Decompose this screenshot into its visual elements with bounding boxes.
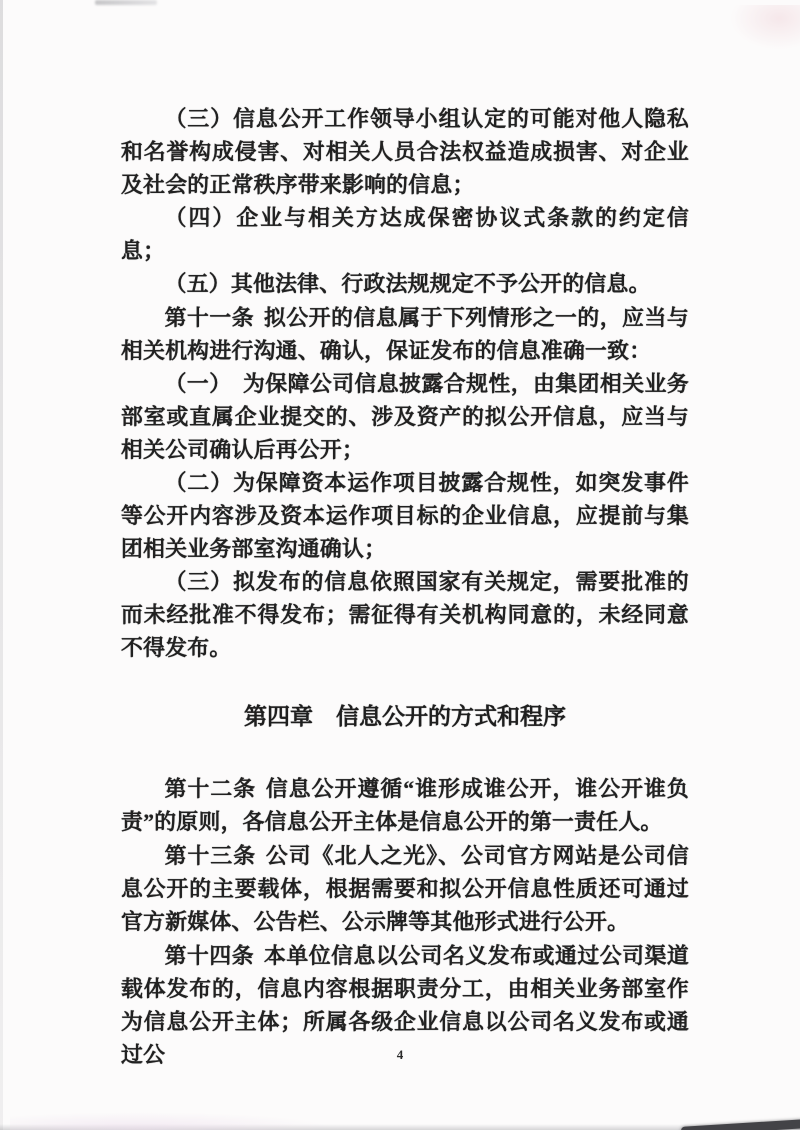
paragraph [121, 202, 689, 268]
document-body [121, 103, 689, 1072]
article-number-label: 第十一条 [164, 305, 255, 330]
article-number-label: 第十三条 [164, 843, 257, 868]
paragraph-text: 公司《北人之光》、公司官方网站是公司信息公开的主要载体，根据需要和拟公开信息性质还可通过官方新媒体、公告栏、公示牌等其他形式进行公开。 [121, 844, 689, 934]
scan-smudge-top [95, 0, 157, 5]
article-number-label: 第十二条 [164, 776, 257, 801]
paragraph-text: （五）其他法律、行政法规规定不予公开的信息。 [164, 272, 651, 296]
paragraph-text: （四）企业与相关方达成保密协议式条款的约定信息； [121, 206, 689, 263]
paragraph [121, 268, 689, 301]
paragraph [121, 772, 689, 839]
scan-smudge-bottom-left [10, 1112, 330, 1130]
chapter-heading [121, 700, 689, 733]
paragraph [121, 839, 689, 939]
paragraph [121, 467, 689, 566]
paragraph [121, 103, 689, 202]
paragraph-text: （一） 为保障公司信息披露合规性，由集团相关业务部室或直属企业提交的、涉及资产的拟公开信息，应当与相关公司确认后再公开； [121, 372, 689, 462]
paragraph-text: （二）为保障资本运作项目披露合规性，如突发事件等公开内容涉及资本运作项目标的企业信息，应提前与集团相关业务部室沟通确认； [121, 471, 689, 561]
page-number: 4 [396, 1047, 404, 1062]
paragraph [121, 301, 689, 368]
paragraph-text: 本单位信息以公司名义发布或通过公司渠道载体发布的，信息内容根据职责分工，由相关业务部室作为信息公开主体；所属各级企业信息以公司名义发布或通过公 [121, 944, 689, 1067]
chapter-heading-text: 第四章 信息公开的方式和程序 [244, 703, 566, 729]
article-number-label: 第十四条 [164, 943, 255, 968]
paragraph-text: （三）信息公开工作领导小组认定的可能对他人隐私和名誉构成侵害、对相关人员合法权益造成损害、对企业及社会的正常秩序带来影响的信息； [121, 107, 689, 197]
scan-streak-bottom-right [681, 1119, 800, 1130]
scan-edge-bottom [0, 1124, 800, 1130]
paragraph-text: （三）拟发布的信息依照国家有关规定，需要批准的而未经批准不得发布；需征得有关机构同意的，未经同意不得发布。 [121, 570, 689, 660]
paragraph-text: 拟公开的信息属于下列情形之一的，应当与相关机构进行沟通、确认，保证发布的信息准确一致： [121, 306, 689, 363]
paragraph [121, 566, 689, 665]
scan-tint-top-right [730, 5, 800, 50]
scan-edge-left [0, 0, 3, 1130]
paragraph [121, 368, 689, 467]
paragraph-text: 信息公开遵循“谁形成谁公开，谁公开谁负责”的原则，各信息公开主体是信息公开的第一责任人。 [121, 777, 689, 834]
